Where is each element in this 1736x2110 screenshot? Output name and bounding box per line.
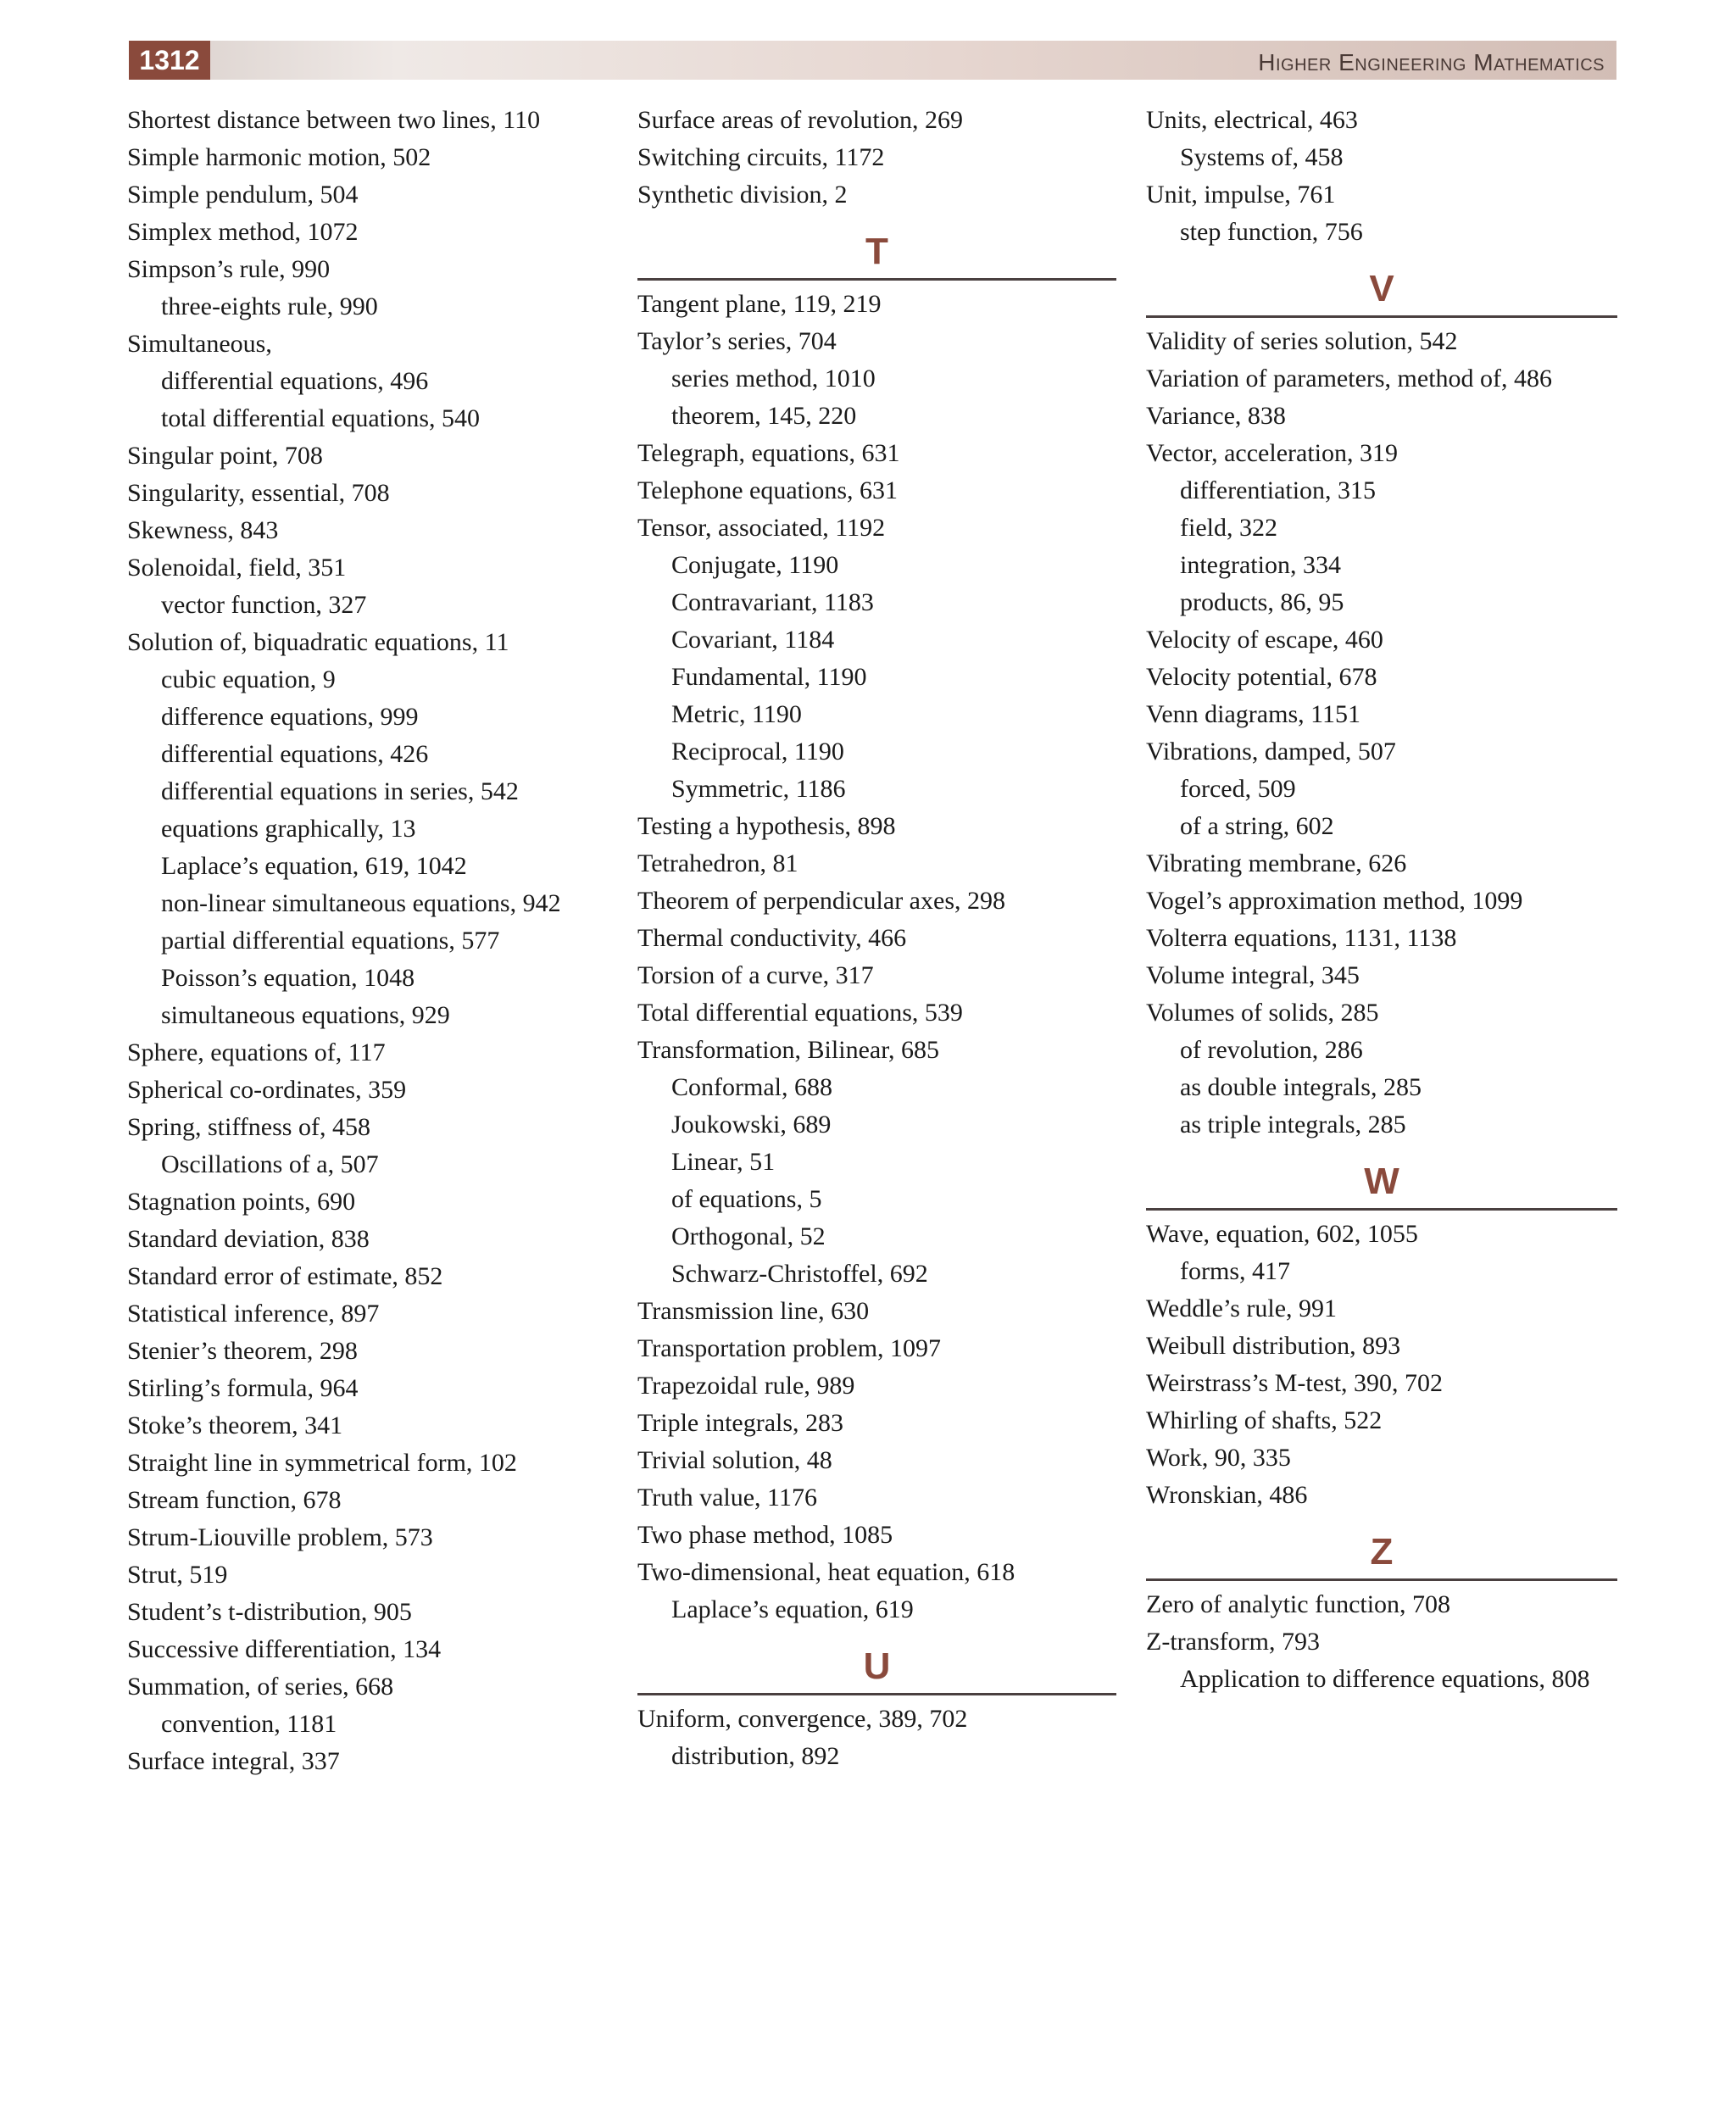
index-column-3 xyxy=(1146,102,1617,1698)
index-subentry: integration, 334 xyxy=(1180,551,1341,579)
index-subentry: field, 322 xyxy=(1180,514,1277,542)
index-subentry: Orthogonal, 52 xyxy=(671,1222,826,1250)
index-entry: Stoke’s theorem, 341 xyxy=(127,1411,343,1439)
index-entry: Summation, of series, 668 xyxy=(127,1673,394,1701)
index-entry: Vibrating membrane, 626 xyxy=(1146,849,1407,877)
section-letter: W xyxy=(1364,1161,1399,1202)
index-entry: Velocity of escape, 460 xyxy=(1146,626,1383,654)
page-number: 1312 xyxy=(129,41,210,80)
index-entry: Two-dimensional, heat equation, 618 xyxy=(637,1558,1015,1586)
index-entry: Triple integrals, 283 xyxy=(637,1409,844,1437)
index-entry: Transmission line, 630 xyxy=(637,1297,870,1325)
index-entry: Transportation problem, 1097 xyxy=(637,1334,942,1362)
index-entry: Wave, equation, 602, 1055 xyxy=(1146,1220,1418,1248)
index-entry: Standard error of estimate, 852 xyxy=(127,1262,443,1290)
index-subentry: partial differential equations, 577 xyxy=(161,927,500,955)
index-subentry: of equations, 5 xyxy=(671,1185,822,1213)
section-letter: T xyxy=(865,231,888,272)
section-letter-heading xyxy=(637,1644,1116,1695)
index-subentry: vector function, 327 xyxy=(161,591,367,619)
index-subentry: differential equations, 496 xyxy=(161,367,429,395)
index-subentry: total differential equations, 540 xyxy=(161,404,481,432)
index-subentry: cubic equation, 9 xyxy=(161,665,336,693)
index-entry: Taylor’s series, 704 xyxy=(637,327,837,355)
section-letter: Z xyxy=(1370,1531,1394,1573)
index-column-1 xyxy=(127,102,610,1780)
index-entry: Statistical inference, 897 xyxy=(127,1300,380,1328)
index-entry: Work, 90, 335 xyxy=(1146,1444,1291,1472)
index-entry: Uniform, convergence, 389, 702 xyxy=(637,1705,968,1733)
index-entry: Stenier’s theorem, 298 xyxy=(127,1337,358,1365)
index-subentry: Conjugate, 1190 xyxy=(671,551,839,579)
section-letter: U xyxy=(863,1645,891,1687)
index-subentry: theorem, 145, 220 xyxy=(671,402,857,430)
index-subentry: products, 86, 95 xyxy=(1180,588,1344,616)
index-entry: Volterra equations, 1131, 1138 xyxy=(1146,924,1457,952)
index-subentry: Conformal, 688 xyxy=(671,1073,832,1101)
section-letter-heading xyxy=(1146,1529,1617,1581)
index-entry: Simpson’s rule, 990 xyxy=(127,255,331,283)
index-subentry: series method, 1010 xyxy=(671,365,876,392)
index-entry: Trapezoidal rule, 989 xyxy=(637,1372,855,1400)
index-subentry: Symmetric, 1186 xyxy=(671,775,846,803)
index-entry: Theorem of perpendicular axes, 298 xyxy=(637,887,1005,915)
page-header xyxy=(129,41,1616,80)
index-subentry: non-linear simultaneous equations, 942 xyxy=(161,889,561,917)
index-entry: Volume integral, 345 xyxy=(1146,961,1360,989)
section-letter: V xyxy=(1369,268,1394,309)
index-entry: Tetrahedron, 81 xyxy=(637,849,798,877)
index-entry: Straight line in symmetrical form, 102 xyxy=(127,1449,517,1477)
index-entry: Truth value, 1176 xyxy=(637,1484,817,1512)
index-subentry: Metric, 1190 xyxy=(671,700,802,728)
index-entry: Vector, acceleration, 319 xyxy=(1146,439,1398,467)
index-subentry: of revolution, 286 xyxy=(1180,1036,1363,1064)
index-entry: Variance, 838 xyxy=(1146,402,1286,430)
index-entry: Total differential equations, 539 xyxy=(637,999,963,1027)
index-entry: Strum-Liouville problem, 573 xyxy=(127,1523,433,1551)
index-subentry: as triple integrals, 285 xyxy=(1180,1111,1406,1139)
section-divider xyxy=(637,1693,1116,1695)
index-subentry: differential equations, 426 xyxy=(161,740,429,768)
index-entry: Vibrations, damped, 507 xyxy=(1146,738,1396,766)
index-entry: Two phase method, 1085 xyxy=(637,1521,893,1549)
index-entry: Validity of series solution, 542 xyxy=(1146,327,1458,355)
section-divider xyxy=(1146,315,1617,318)
index-entry: Strut, 519 xyxy=(127,1561,228,1589)
index-subentry: as double integrals, 285 xyxy=(1180,1073,1422,1101)
index-entry: Velocity potential, 678 xyxy=(1146,663,1377,691)
section-divider xyxy=(1146,1578,1617,1581)
index-entry: Transformation, Bilinear, 685 xyxy=(637,1036,939,1064)
index-subentry: of a string, 602 xyxy=(1180,812,1334,840)
index-entry: Stream function, 678 xyxy=(127,1486,342,1514)
index-entry: Synthetic division, 2 xyxy=(637,181,848,209)
index-subentry: Systems of, 458 xyxy=(1180,143,1344,171)
index-subentry: forms, 417 xyxy=(1180,1257,1290,1285)
index-entry: Switching circuits, 1172 xyxy=(637,143,885,171)
index-entry: Solenoidal, field, 351 xyxy=(127,554,347,582)
index-subentry: forced, 509 xyxy=(1180,775,1296,803)
book-title: Higher Engineering Mathematics xyxy=(1258,49,1605,75)
section-divider xyxy=(1146,1208,1617,1211)
index-subentry: simultaneous equations, 929 xyxy=(161,1001,450,1029)
index-subentry: Laplace’s equation, 619, 1042 xyxy=(161,852,467,880)
index-entry: Singularity, essential, 708 xyxy=(127,479,390,507)
index-entry: Student’s t-distribution, 905 xyxy=(127,1598,412,1626)
index-entry: Telephone equations, 631 xyxy=(637,476,898,504)
index-entry: Volumes of solids, 285 xyxy=(1146,999,1379,1027)
index-entry: Solution of, biquadratic equations, 11 xyxy=(127,628,509,656)
index-subentry: equations graphically, 13 xyxy=(161,815,416,843)
index-entry: Thermal conductivity, 466 xyxy=(637,924,907,952)
index-entry: Telegraph, equations, 631 xyxy=(637,439,900,467)
index-entry: Surface integral, 337 xyxy=(127,1747,340,1775)
index-entry: Wronskian, 486 xyxy=(1146,1481,1308,1509)
index-entry: Tensor, associated, 1192 xyxy=(637,514,886,542)
index-entry: Singular point, 708 xyxy=(127,442,323,470)
section-divider xyxy=(637,278,1116,281)
index-subentry: Contravariant, 1183 xyxy=(671,588,874,616)
index-entry: Skewness, 843 xyxy=(127,516,279,544)
index-entry: Z-transform, 793 xyxy=(1146,1628,1320,1656)
index-subentry: Linear, 51 xyxy=(671,1148,776,1176)
section-letter-heading xyxy=(637,229,1116,281)
index-entry: Surface areas of revolution, 269 xyxy=(637,106,964,134)
index-entry: Units, electrical, 463 xyxy=(1146,106,1358,134)
index-subentry: distribution, 892 xyxy=(671,1742,840,1770)
index-entry: Stirling’s formula, 964 xyxy=(127,1374,359,1402)
index-subentry: Oscillations of a, 507 xyxy=(161,1150,379,1178)
index-subentry: Poisson’s equation, 1048 xyxy=(161,964,415,992)
index-subentry: Joukowski, 689 xyxy=(671,1111,832,1139)
index-entry: Simplex method, 1072 xyxy=(127,218,359,246)
index-subentry: Reciprocal, 1190 xyxy=(671,738,844,766)
index-entry: Tangent plane, 119, 219 xyxy=(637,290,882,318)
index-entry: Weddle’s rule, 991 xyxy=(1146,1294,1338,1322)
index-subentry: Schwarz-Christoffel, 692 xyxy=(671,1260,928,1288)
index-subentry: difference equations, 999 xyxy=(161,703,419,731)
index-entry: Trivial solution, 48 xyxy=(637,1446,832,1474)
index-subentry: Laplace’s equation, 619 xyxy=(671,1595,914,1623)
index-entry: Spring, stiffness of, 458 xyxy=(127,1113,370,1141)
index-subentry: Covariant, 1184 xyxy=(671,626,835,654)
index-subentry: differentiation, 315 xyxy=(1180,476,1377,504)
index-subentry: step function, 756 xyxy=(1180,218,1363,246)
index-entry: Weibull distribution, 893 xyxy=(1146,1332,1401,1360)
index-entry: Stagnation points, 690 xyxy=(127,1188,356,1216)
index-entry: Vogel’s approximation method, 1099 xyxy=(1146,887,1523,915)
index-entry: Standard deviation, 838 xyxy=(127,1225,370,1253)
index-subentry: differential equations in series, 542 xyxy=(161,777,519,805)
index-entry: Simultaneous, xyxy=(127,330,272,358)
section-letter-heading xyxy=(1146,266,1617,318)
index-subentry: convention, 1181 xyxy=(161,1710,337,1738)
index-subentry: Fundamental, 1190 xyxy=(671,663,867,691)
index-column-2 xyxy=(637,102,1116,1775)
index-subentry: Application to difference equations, 808 xyxy=(1180,1665,1590,1693)
index-entry: Shortest distance between two lines, 110 xyxy=(127,106,541,134)
index-entry: Sphere, equations of, 117 xyxy=(127,1038,386,1066)
index-entry: Variation of parameters, method of, 486 xyxy=(1146,365,1553,392)
index-subentry: three-eights rule, 990 xyxy=(161,292,378,320)
index-entry: Torsion of a curve, 317 xyxy=(637,961,874,989)
index-entry: Spherical co-ordinates, 359 xyxy=(127,1076,407,1104)
index-entry: Simple harmonic motion, 502 xyxy=(127,143,431,171)
index-entry: Venn diagrams, 1151 xyxy=(1146,700,1361,728)
index-entry: Whirling of shafts, 522 xyxy=(1146,1406,1383,1434)
index-entry: Zero of analytic function, 708 xyxy=(1146,1590,1451,1618)
index-entry: Weirstrass’s M-test, 390, 702 xyxy=(1146,1369,1444,1397)
index-entry: Testing a hypothesis, 898 xyxy=(637,812,896,840)
index-entry: Successive differentiation, 134 xyxy=(127,1635,442,1663)
index-entry: Unit, impulse, 761 xyxy=(1146,181,1336,209)
section-letter-heading xyxy=(1146,1159,1617,1211)
index-entry: Simple pendulum, 504 xyxy=(127,181,359,209)
